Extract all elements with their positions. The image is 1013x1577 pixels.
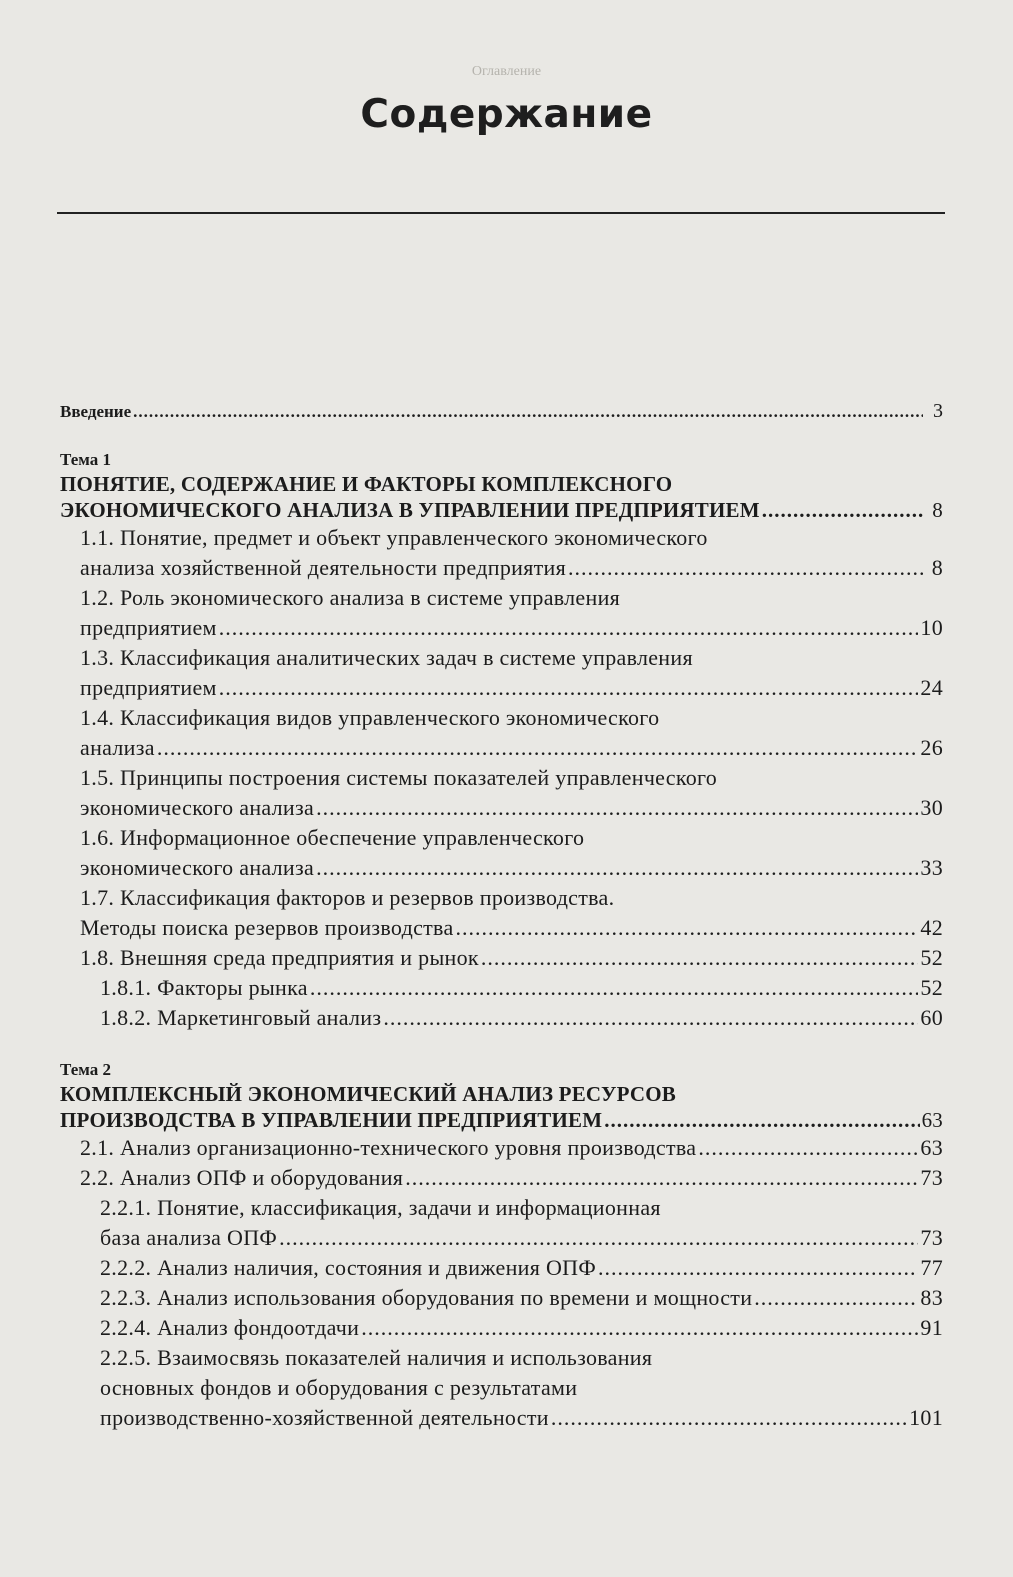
toc-entry-label: 2.2. Анализ ОПФ и оборудования — [80, 1165, 404, 1190]
toc-entry-line: 1.1. Понятие, предмет и объект управленческого экономического — [80, 525, 708, 550]
running-head: Оглавление — [471, 64, 542, 79]
toc-entry-line[interactable] — [60, 1313, 943, 1343]
dot-leader — [219, 673, 919, 703]
table-of-contents — [60, 400, 943, 1433]
toc-page-number: 42 — [920, 915, 943, 940]
toc-entry-label: 2.2.4. Анализ фондоотдачи — [100, 1315, 360, 1340]
toc-section[interactable] — [60, 583, 943, 643]
dot-leader — [383, 1003, 918, 1033]
dot-leader — [551, 1403, 907, 1433]
toc-subsection[interactable] — [60, 1253, 943, 1283]
toc-page-number: 30 — [920, 795, 943, 820]
toc-entry-line[interactable] — [60, 673, 943, 703]
toc-entry-line: 2.2.5. Взаимосвязь показателей наличия и использования — [100, 1345, 653, 1370]
toc-entry-label: 1.8. Внешняя среда предприятия и рынок — [80, 945, 479, 970]
theme-label: Тема 2 — [60, 1060, 111, 1079]
toc-subsection[interactable] — [60, 1003, 943, 1033]
toc-page-number: 8 — [931, 555, 943, 580]
toc-subsection[interactable] — [60, 1193, 943, 1253]
toc-section[interactable] — [60, 1163, 943, 1193]
toc-entry-label: база анализа ОПФ — [100, 1225, 278, 1250]
dot-leader — [762, 497, 923, 523]
toc-entry-line[interactable] — [60, 853, 943, 883]
toc-entry-label: ЭКОНОМИЧЕСКОГО АНАЛИЗА В УПРАВЛЕНИИ ПРЕДПРИЯТИЕМ — [60, 498, 760, 522]
theme-title-line[interactable] — [60, 497, 943, 523]
toc-section[interactable] — [60, 523, 943, 583]
theme-label: Тема 1 — [60, 450, 111, 469]
toc-entry-line: 1.3. Классификация аналитических задач в системе управления — [80, 645, 693, 670]
toc-entry-label: экономического анализа — [80, 855, 315, 880]
toc-entry-label: предприятием — [80, 615, 217, 640]
toc-entry-line[interactable] — [60, 793, 943, 823]
dot-leader — [698, 1133, 918, 1163]
toc-page-number: 33 — [920, 855, 943, 880]
toc-entry-line: 1.5. Принципы построения системы показателей управленческого — [80, 765, 718, 790]
toc-entry-line[interactable] — [60, 973, 943, 1003]
theme-title-line: ПОНЯТИЕ, СОДЕРЖАНИЕ И ФАКТОРЫ КОМПЛЕКСНОГО — [60, 472, 673, 496]
toc-page-number: 77 — [920, 1255, 943, 1280]
toc-entry-line: 2.2.1. Понятие, классификация, задачи и информационная — [100, 1195, 661, 1220]
toc-page-number: 83 — [920, 1285, 943, 1310]
toc-subsection[interactable] — [60, 1283, 943, 1313]
toc-section[interactable] — [60, 703, 943, 763]
dot-leader — [481, 943, 918, 973]
toc-entry-line: 1.2. Роль экономического анализа в системе управления — [80, 585, 621, 610]
toc-entry-label: предприятием — [80, 675, 217, 700]
toc-page-number: 60 — [920, 1005, 943, 1030]
toc-page-number: 52 — [920, 945, 943, 970]
dot-leader — [310, 973, 919, 1003]
toc-entry-line[interactable] — [60, 1283, 943, 1313]
toc-entry-introduction[interactable] — [60, 400, 943, 423]
toc-page-number: 26 — [920, 735, 943, 760]
toc-page-number: 73 — [920, 1165, 943, 1190]
toc-page-number: 73 — [920, 1225, 943, 1250]
toc-section[interactable] — [60, 883, 943, 943]
toc-subsection[interactable] — [60, 1313, 943, 1343]
toc-entry-line[interactable] — [60, 1133, 943, 1163]
toc-entry-line[interactable] — [60, 1223, 943, 1253]
dot-leader — [133, 402, 923, 422]
toc-entry-label: анализа — [80, 735, 155, 760]
toc-entry-line[interactable] — [60, 943, 943, 973]
toc-entry-label: 2.2.2. Анализ наличия, состояния и движения ОПФ — [100, 1255, 596, 1280]
toc-entry-line: 1.4. Классификация видов управленческого экономического — [80, 705, 660, 730]
dot-leader — [361, 1313, 918, 1343]
toc-entry-line[interactable] — [60, 733, 943, 763]
toc-entry-label: ПРОИЗВОДСТВА В УПРАВЛЕНИИ ПРЕДПРИЯТИЕМ — [60, 1108, 603, 1132]
toc-section[interactable] — [60, 823, 943, 883]
dot-leader — [604, 1107, 919, 1133]
toc-entry-line[interactable] — [60, 613, 943, 643]
toc-section[interactable] — [60, 643, 943, 703]
toc-entry-label: Введение — [60, 402, 132, 421]
toc-entry-label: 1.8.1. Факторы рынка — [100, 975, 308, 1000]
toc-page-number: 8 — [932, 498, 943, 522]
dot-leader — [219, 613, 919, 643]
toc-page-number: 91 — [920, 1315, 943, 1340]
toc-entry-label: Методы поиска резервов производства — [80, 915, 454, 940]
dot-leader — [405, 1163, 918, 1193]
dot-leader — [456, 913, 919, 943]
dot-leader — [157, 733, 919, 763]
toc-page-number: 10 — [920, 615, 943, 640]
dot-leader — [279, 1223, 918, 1253]
toc-entry-line[interactable] — [60, 913, 943, 943]
toc-page-number: 63 — [921, 1108, 943, 1132]
toc-entry-line: 1.7. Классификация факторов и резервов производства. — [80, 885, 615, 910]
dot-leader — [568, 553, 923, 583]
theme-title-line: КОМПЛЕКСНЫЙ ЭКОНОМИЧЕСКИЙ АНАЛИЗ РЕСУРСОВ — [60, 1082, 677, 1106]
toc-entry-line: основных фондов и оборудования с результатами — [100, 1375, 578, 1400]
toc-page-number: 63 — [920, 1135, 943, 1160]
toc-entry-line[interactable] — [60, 1163, 943, 1193]
dot-leader — [316, 793, 918, 823]
theme-title-line[interactable] — [60, 1107, 943, 1133]
toc-entry-line[interactable] — [60, 553, 943, 583]
dot-leader — [754, 1283, 918, 1313]
toc-entry-line: 1.6. Информационное обеспечение управленческого — [80, 825, 585, 850]
toc-section[interactable] — [60, 763, 943, 823]
toc-subsection[interactable] — [60, 973, 943, 1003]
toc-entry-label: 1.8.2. Маркетинговый анализ — [100, 1005, 382, 1030]
toc-entry-line[interactable] — [60, 1253, 943, 1283]
toc-entry-label: экономического анализа — [80, 795, 315, 820]
toc-entry-label: производственно-хозяйственной деятельности — [100, 1405, 549, 1430]
toc-entry-label: 2.2.3. Анализ использования оборудования по времени и мощности — [100, 1285, 753, 1310]
toc-entry-line[interactable] — [60, 1403, 943, 1433]
toc-entry-label: анализа хозяйственной деятельности предприятия — [80, 555, 567, 580]
toc-page-number: 52 — [920, 975, 943, 1000]
toc-page-number: 24 — [920, 675, 943, 700]
dot-leader — [316, 853, 918, 883]
toc-page-number: 101 — [909, 1405, 943, 1430]
toc-entry-label: 2.1. Анализ организационно-технического уровня производства — [80, 1135, 697, 1160]
toc-subsection[interactable] — [60, 1343, 943, 1433]
dot-leader — [598, 1253, 918, 1283]
toc-section[interactable] — [60, 1133, 943, 1163]
toc-page-number: 3 — [933, 400, 943, 422]
title-rule — [57, 212, 945, 214]
toc-section[interactable] — [60, 943, 943, 973]
toc-entry-line[interactable] — [60, 1003, 943, 1033]
page-title: Содержание — [360, 92, 653, 137]
